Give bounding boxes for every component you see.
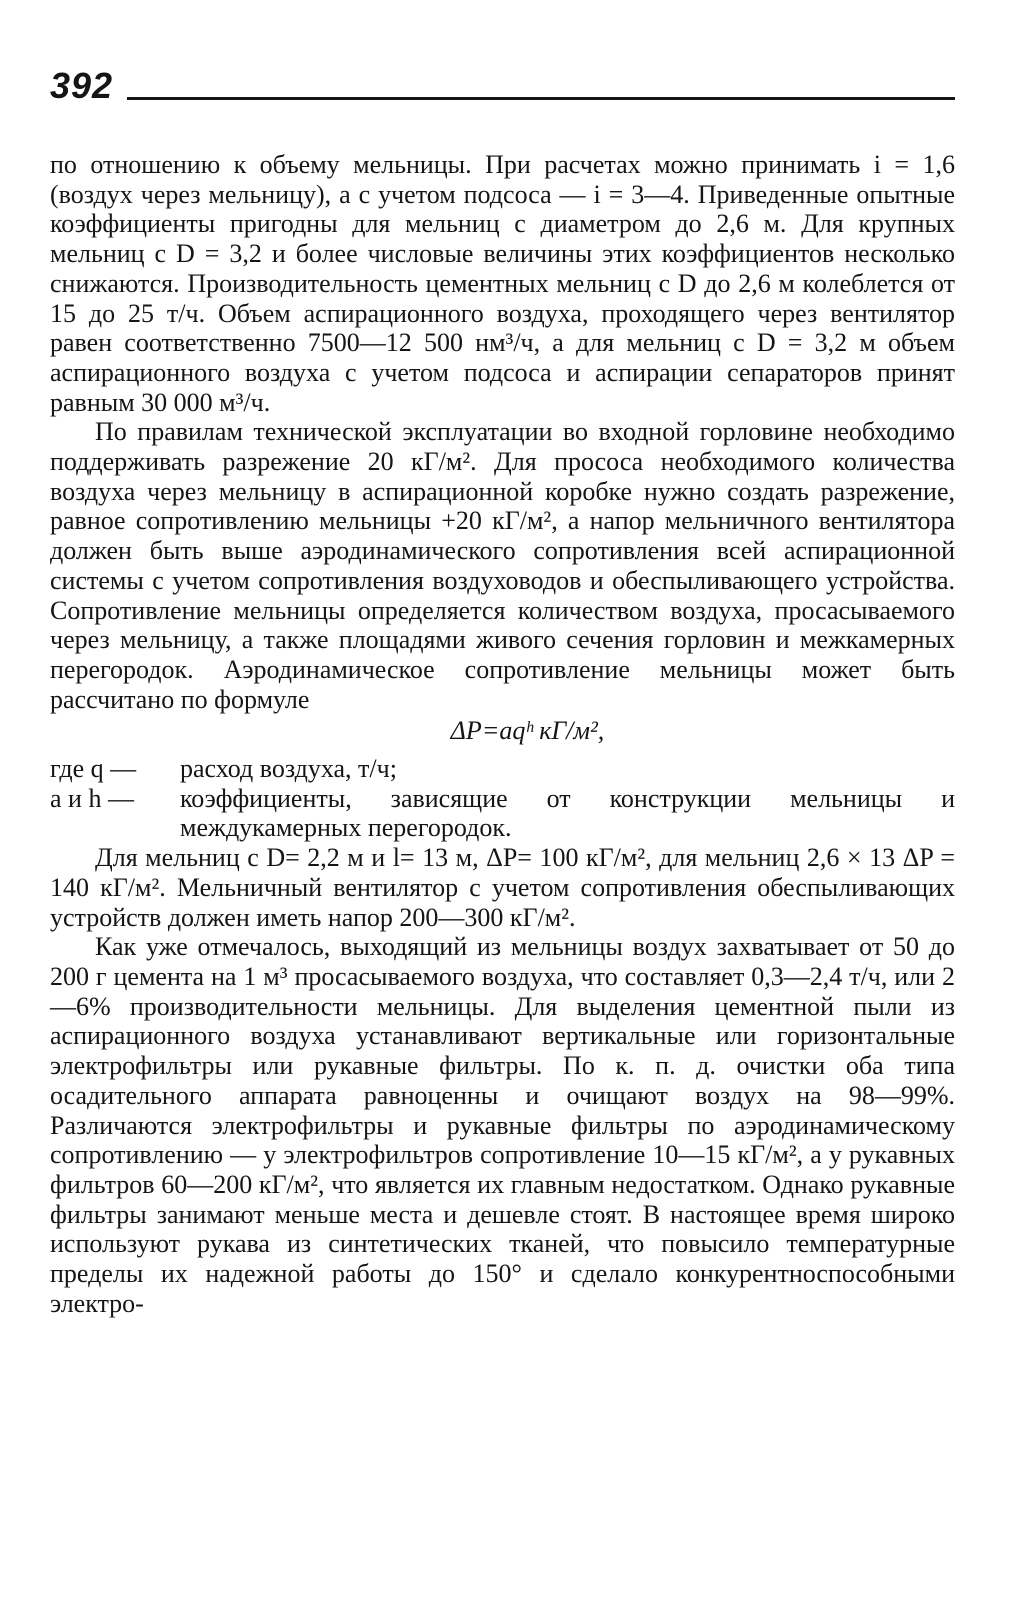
page-number: 392 (50, 65, 114, 106)
page-header (50, 60, 955, 104)
definition-q-term: где q — (50, 754, 137, 784)
header-rule (127, 97, 955, 100)
book-page (50, 60, 955, 1318)
formula: ΔP=aqʰ кГ/м², (450, 716, 605, 746)
paragraph-4: Как уже отмечалось, выходящий из мельницы воздух захватывает от 50 до 200 г цемента на 1 м³ просасываемого воздуха, что составляет 0,3—2,4 т/ч, или 2—6% производительности мельницы. Для выделения цементной пыли из аспирационного воздуха устанавливают вертикальные или горизонтальные электрофильтры или рукавные фильтры. По к. п. д. очистки оба типа осадительного аппарата равноценны и очищают воздух на 98—99%. Различаются электрофильтры и рукавные фильтры по аэродинамическому сопротивлению — у электрофильтров сопротивление 10—15 кГ/м², а у рукавных фильтров 60—200 кГ/м², что является их главным недостатком. Однако рукавные фильтры занимают меньше места и дешевле стоят. В настоящее время широко используют рукава из синтетических тканей, что повысило температурные пределы их надежной работы до 150° и сделало конкурентноспособными электро- (50, 932, 955, 1318)
definition-q-text: расход воздуха, т/ч; (180, 754, 397, 784)
paragraph-1: по отношению к объему мельницы. При расчетах можно принимать i = 1,6 (воздух через мельницу), а с учетом подсоса — i = 3—4. Приведенные опытные коэффициенты пригодны для мельниц с диаметром до 2,6 м. Для крупных мельниц с D = 3,2 и более числовые величины этих коэффициентов несколько снижаются. Производительность цементных мельниц с D до 2,6 м колеблется от 15 до 25 т/ч. Объем аспирационного воздуха, проходящего через вентилятор равен соответственно 7500—12 500 нм³/ч, а для мельниц с D = 3,2 м объем аспирационного воздуха с учетом подсоса и аспирации сепараторов принят равным 30 000 м³/ч. (50, 150, 955, 417)
definition-q (50, 754, 955, 784)
formula-definitions (50, 754, 955, 843)
definition-a-h (50, 784, 955, 843)
definition-a-h-term: a и h — (50, 783, 134, 813)
paragraph-3: Для мельниц с D= 2,2 м и l= 13 м, ΔP= 100 кГ/м², для мельниц 2,6 × 13 ΔP = 140 кГ/м². Мельничный вентилятор с учетом сопротивления обеспыливающих устройств должен иметь напор 200—300 кГ/м². (50, 843, 955, 932)
paragraph-2: По правилам технической эксплуатации во входной горловине необходимо поддерживать разрежение 20 кГ/м². Для прососа необходимого количества воздуха через мельницу в аспирационной коробке нужно создать разрежение, равное сопротивлению мельницы +20 кГ/м², а напор мельничного вентилятора должен быть выше аэродинамического сопротивления всей аспирационной системы с учетом сопротивления воздуховодов и обеспыливающего устройства. Сопротивление мельницы определяется количеством воздуха, просасываемого через мельницу, а также площадями живого сечения горловин и межкамерных перегородок. Аэродинамическое сопротивление мельницы может быть рассчитано по формуле (50, 417, 955, 714)
definition-a-h-text: коэффициенты, зависящие от конструкции мельницы и междукамерных перегородок. (180, 783, 955, 843)
body-text (50, 150, 955, 1318)
